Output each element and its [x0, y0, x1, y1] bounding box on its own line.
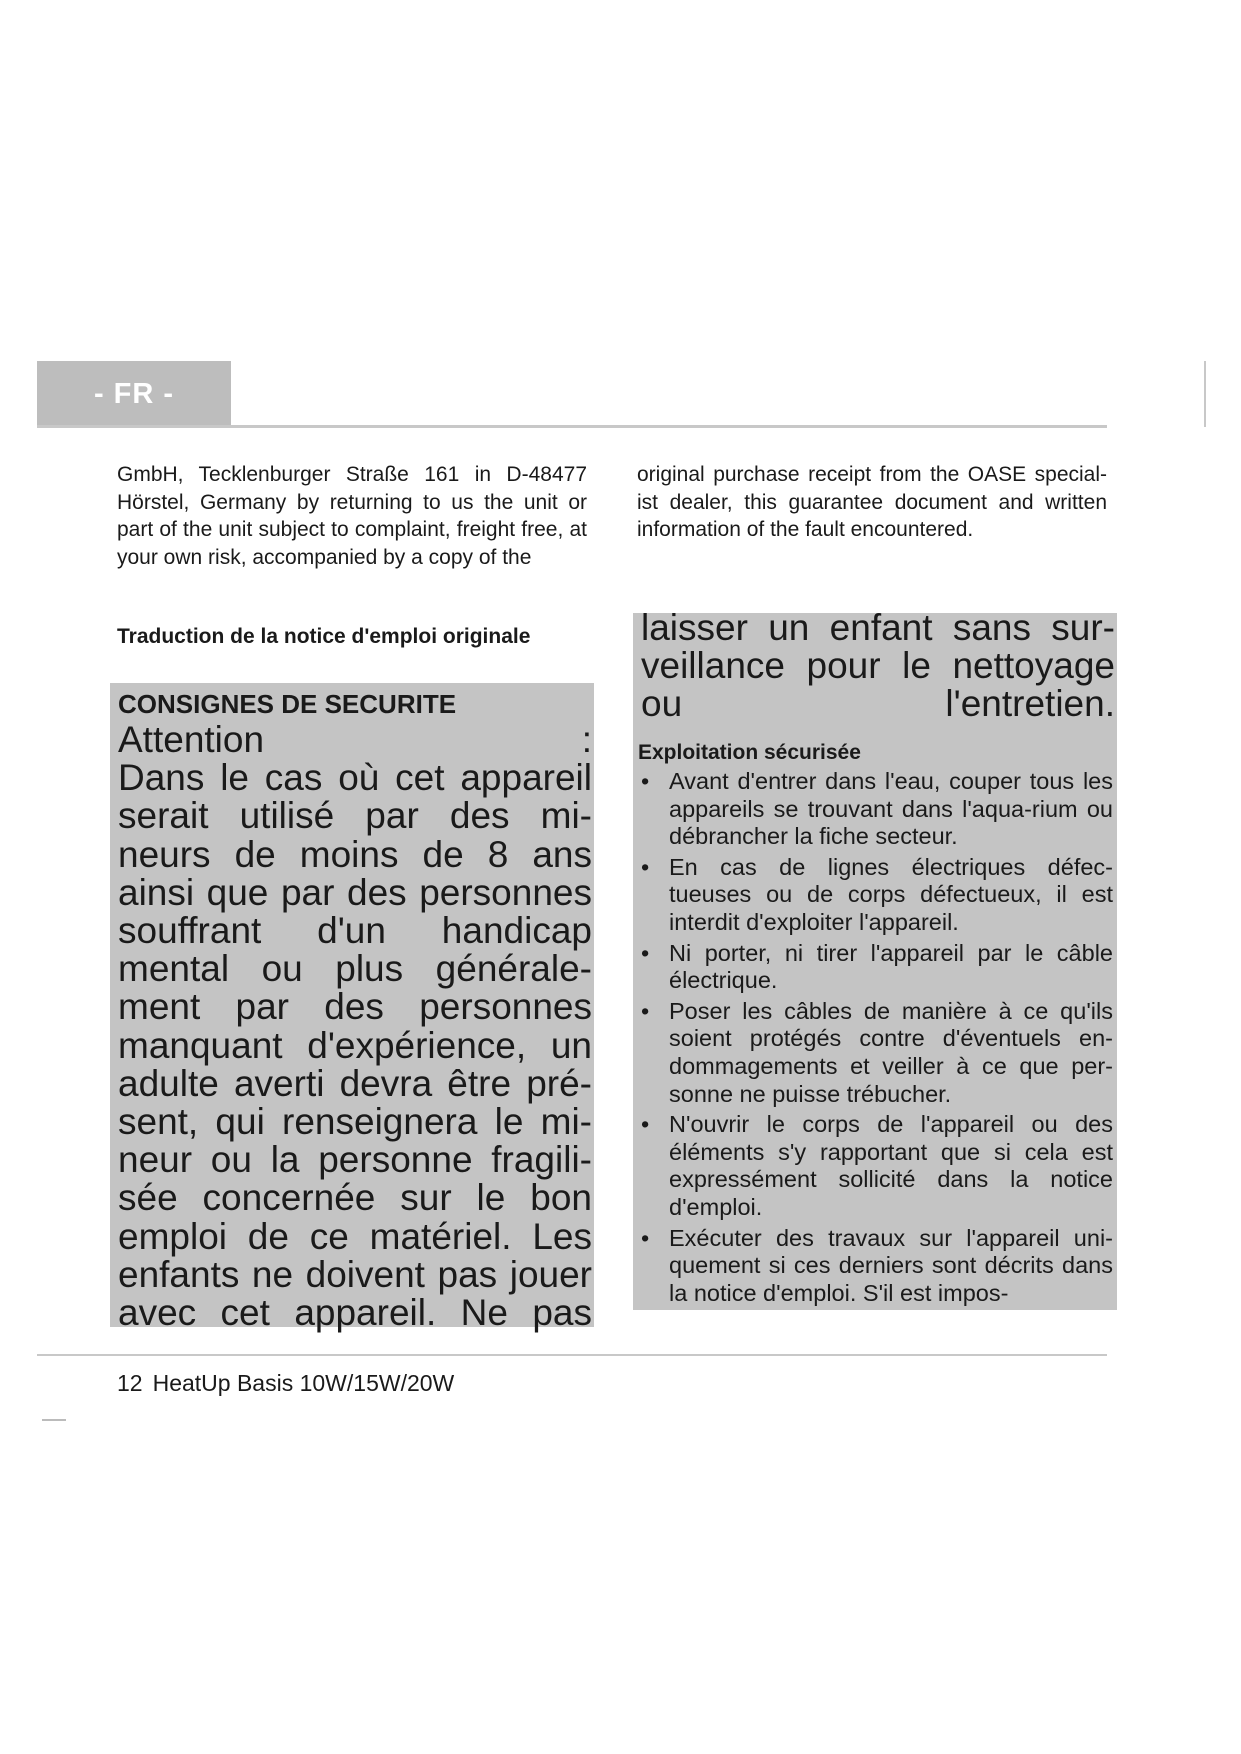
bullet-icon: • [641, 768, 650, 794]
page-footer [117, 1370, 464, 1397]
page-number: 12 [117, 1370, 143, 1396]
edge-mark [1204, 361, 1206, 427]
list-item-text: Avant d'entrer dans l'eau, couper tous les appareils se trouvant dans l'aqua-rium ou débrancher la fiche secteur. [669, 768, 1113, 850]
attention-label: Attention [118, 719, 265, 760]
list-item-text: Ni porter, ni tirer l'appareil par le câble électrique. [669, 939, 1113, 994]
bullet-icon: • [641, 1111, 650, 1138]
guarantee-text-left: GmbH, Tecklenburger Straße 161 in D-48477 Hörstel, Germany by returning to us the unit or part of the unit subject to complaint, freight free, at your own risk, accompanied by a copy of the [117, 463, 587, 569]
list-item-text: Exécuter des travaux sur l'appareil uni-quement si ces derniers sont décrits dans la notice d'emploi. S'il est impos- [669, 1224, 1113, 1306]
safety-warning-continued: laisser un enfant sans sur-veillance pour le nettoyage ou l'entretien. [641, 607, 1115, 725]
list-item-text: N'ouvrir le corps de l'appareil ou des éléments s'y rapportant que si cela est expressément sollicité dans la notice d'emploi. [669, 1111, 1113, 1220]
operation-list [637, 768, 1113, 1310]
product-name: HeatUp Basis 10W/15W/20W [152, 1370, 455, 1396]
bullet-icon: • [641, 853, 650, 880]
list-item [637, 1225, 1113, 1308]
safety-box-right [633, 607, 1117, 1310]
bullet-icon: • [641, 1224, 650, 1251]
corner-mark [42, 1419, 66, 1421]
safety-warning [118, 721, 592, 1332]
translation-subtitle: Traduction de la notice d'emploi originale [117, 625, 531, 648]
list-item [637, 768, 1113, 851]
bullet-icon: • [641, 939, 650, 966]
list-item [637, 940, 1113, 995]
list-item [637, 1111, 1113, 1221]
guarantee-text-right: original purchase receipt from the OASE special-ist dealer, this guarantee document and written information of the fault encountered. [637, 463, 1107, 541]
language-tab: - FR - [37, 361, 231, 427]
attention-line [118, 721, 592, 759]
header-rule [37, 425, 1107, 428]
footer-rule [37, 1354, 1107, 1356]
list-item-text: En cas de lignes électriques défec-tueuses ou de corps défectueux, il est interdit d'exploiter l'appareil. [669, 853, 1113, 935]
attention-colon: : [581, 719, 592, 760]
operation-heading: Exploitation sécurisée [638, 741, 861, 764]
safety-heading: CONSIGNES DE SECURITE [118, 689, 457, 719]
list-item [637, 998, 1113, 1108]
bullet-icon: • [641, 997, 650, 1024]
safety-warning-body: Dans le cas où cet appareil serait utilisé par des mi-neurs de moins de 8 ans ainsi que par des personnes souffrant d'un handicap mental ou plus générale-ment par des personnes manquant d'expérience, un adulte averti devra être pré-sent, qui renseignera le mi-neur ou la personne fragili-sée concernée sur le bon emploi de ce matériel. Les enfants ne doivent pas jouer avec cet appareil. Ne pas [118, 757, 592, 1334]
list-item-text: Poser les câbles de manière à ce qu'ils soient protégés contre d'éventuels en-dommagements et veiller à ce que per-sonne ne puisse trébucher. [669, 997, 1113, 1107]
list-item [637, 854, 1113, 937]
safety-box-left [110, 683, 594, 1334]
